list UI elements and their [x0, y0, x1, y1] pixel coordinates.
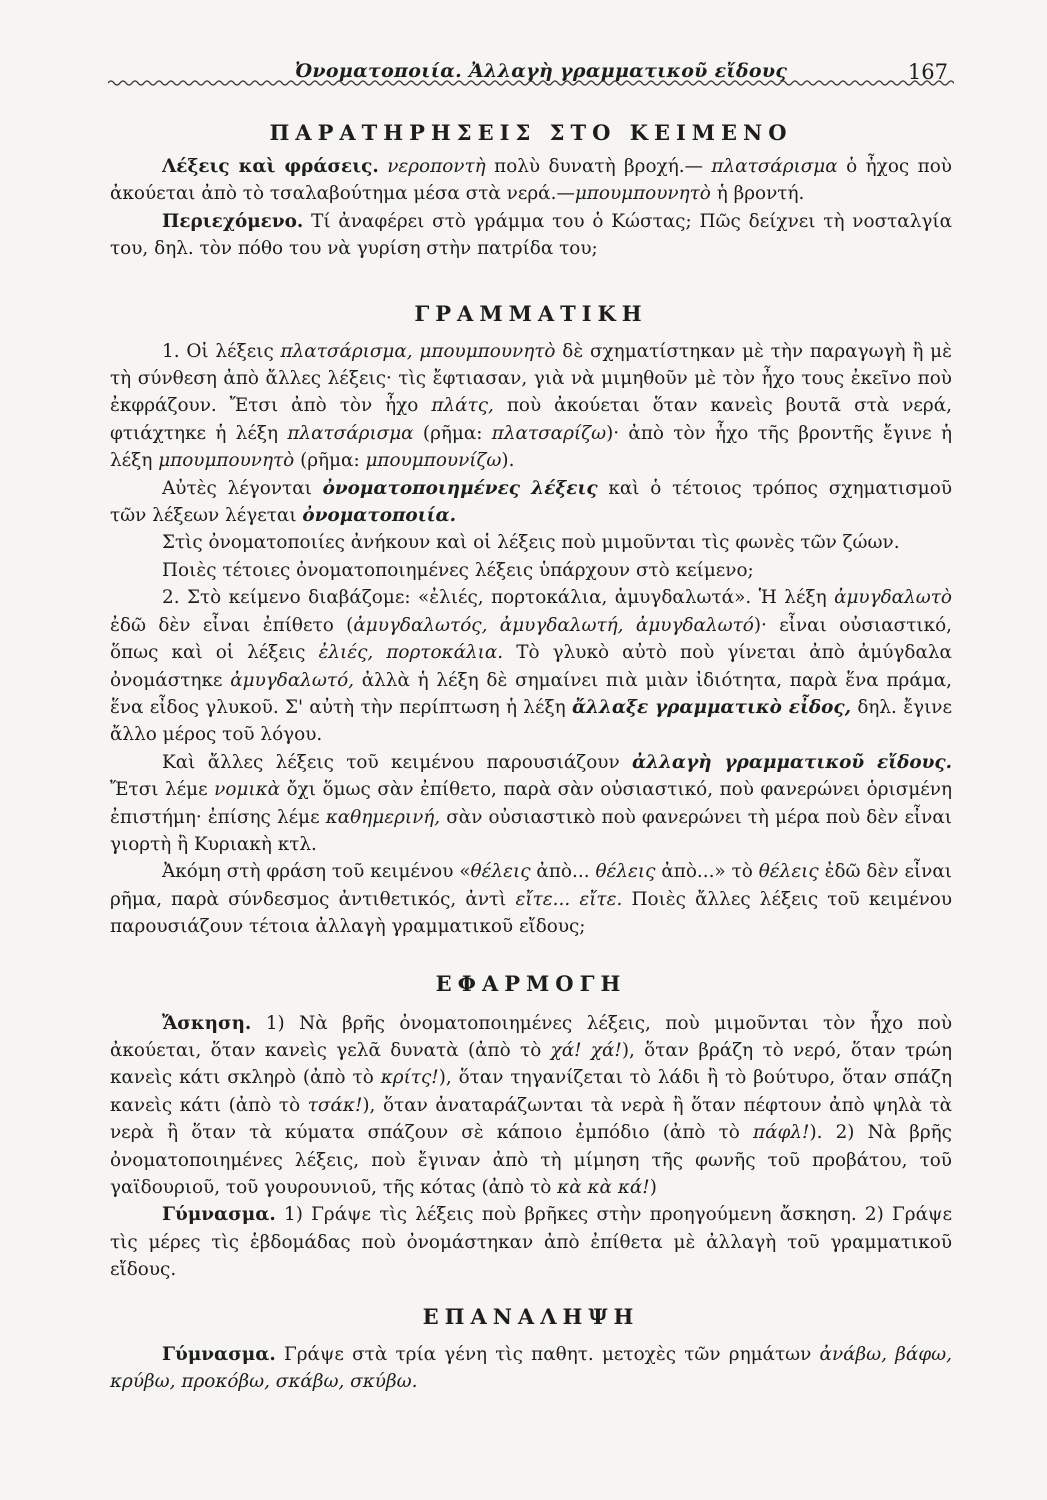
paragraph-grammar-5: 2. Στὸ κείμενο διαβάζομε: «ἐλιές, πορτοκάλια, ἀμυγδαλωτά». Ἡ λέξη ἀμυγδαλωτὸ ἐδῶ δὲν εἶναι ἐπίθετο (ἀμυγδαλωτός, ἀμυγδαλωτή, ἀμυγδαλωτό)· εἶναι οὐσιαστικό, ὅπως καὶ οἱ λέξεις ἐλιές, πορτοκάλια. Τὸ γλυκὸ αὐτὸ ποὺ γίνεται ἀπὸ ἀμύγδαλα ὀνομάστηκε ἀμυγδαλωτό, ἀλλὰ ἡ λέξη δὲ σημαίνει πιὰ μιὰν ἰδιότητα, παρὰ ἕνα πράμα, ἕνα εἶδος γλυκοῦ. Σ' αὐτὴ τὴν περίπτωση ἡ λέξη ἄλλαξε γραμματικὸ εἶδος, δηλ. ἔγινε ἄλλο μέρος τοῦ λόγου.	[110, 587, 953, 746]
paragraph-content: Περιεχόμενο. Τί ἀναφέρει στὸ γράμμα του ὁ Κώστας; Πῶς δείχνει τὴ νοσταλγία του, δηλ. τὸν πόθο του νὰ γυρίση στὴν πατρίδα του;	[110, 210, 952, 260]
paragraph-grammar-7: Ἀκόμη στὴ φράση τοῦ κειμένου «θέλεις ἀπὸ... θέλεις ἀπὸ...» τὸ θέλεις ἐδῶ δὲν εἶναι ρῆμα, παρὰ σύνδεσμος ἀντιθετικός, ἀντὶ εἴτε... εἴτε. Ποιὲς ἄλλες λέξεις τοῦ κειμένου παρουσιάζουν τέτοια ἀλλαγὴ γραμματικοῦ εἴδους;	[110, 861, 952, 938]
section-heading-application: ΕΦΑΡΜΟΓΗ	[435, 970, 627, 996]
paragraph-review-drill: Γύμνασμα. Γράψε στὰ τρία γένη τὶς παθητ. μετοχὲς τῶν ρημάτων ἀνάβω, βάφω, κρύβω, προκόβω, σκάβω, σκύβω.	[110, 1343, 953, 1393]
paragraph-drill: Γύμνασμα. 1) Γράψε τὶς λέξεις ποὺ βρῆκες στὴν προηγούμενη ἄσκηση. 2) Γράψε τὶς μέρες τὶς ἑβδομάδας ποὺ ὀνομάστηκαν ἀπὸ ἐπίθετα μὲ ἀλλαγὴ τοῦ γραμματικοῦ εἴδους.	[110, 1204, 952, 1281]
paragraph-vocabulary: Λέξεις καὶ φράσεις. νεροποντὴ πολὺ δυνατὴ βροχή.— πλατσάρισμα ὁ ἦχος ποὺ ἀκούεται ἀπὸ τὸ τσαλαβούτημα μέσα στὰ νερά.—μπουμπουνητὸ ἡ βροντή.	[110, 156, 952, 205]
page	[110, 48, 952, 1395]
label-exercise: Ἄσκηση.	[162, 1012, 252, 1034]
label-drill: Γύμνασμα.	[162, 1204, 276, 1226]
running-title: Ὀνοματοποιία. Ἀλλαγὴ γραμματικοῦ εἴδους	[295, 60, 788, 82]
label-review-drill: Γύμνασμα.	[162, 1343, 276, 1365]
section-heading-grammar: ΓΡΑΜΜΑΤΙΚΗ	[414, 300, 648, 326]
wavy-rule	[108, 76, 954, 90]
section-heading-review: ΕΠΑΝΑΛΗΨΗ	[422, 1303, 640, 1329]
paragraph-grammar-3: Στὶς ὀνοματοποιίες ἀνήκουν καὶ οἱ λέξεις ποὺ μιμοῦνται τὶς φωνὲς τῶν ζώων.	[162, 532, 900, 554]
paragraph-grammar-2: Αὐτὲς λέγονται ὀνοματοποιημένες λέξεις καὶ ὁ τέτοιος τρόπος σχηματισμοῦ τῶν λέξεων λέγεται ὀνοματοποιία.	[110, 477, 952, 527]
label-vocabulary: Λέξεις καὶ φράσεις.	[162, 156, 379, 177]
paragraph-exercise: Ἄσκηση. 1) Νὰ βρῆς ὀνοματοποιημένες λέξεις, ποὺ μιμοῦνται τὸν ἦχο ποὺ ἀκούεται, ὅταν κανεὶς γελᾶ δυνατὰ (ἀπὸ τὸ χά! χά!), ὅταν βράζη τὸ νερό, ὅταν τρώη κανεὶς κάτι σκληρὸ (ἀπὸ τὸ κρίτς!), ὅταν τηγανίζεται τὸ λάδι ἢ τὸ βούτυρο, ὅταν σπάζη κανεὶς κάτι (ἀπὸ τὸ τσάκ!), ὅταν ἀναταράζωνται τὰ νερὰ ἢ ὅταν πέφτουν ἀπὸ ψηλὰ τὰ νερὰ ἢ ὅταν τὰ κύματα σπάζουν σὲ κάποιο ἐμπόδιο (ἀπὸ τὸ πάφλ!). 2) Νὰ βρῆς ὀνοματοποιημένες λέξεις, ποὺ ἔγιναν ἀπὸ τὴ μίμηση τῆς φωνῆς τοῦ προβάτου, τοῦ γαϊδουριοῦ, τοῦ γουρουνιοῦ, τῆς κότας (ἀπὸ τὸ κὰ κὰ κά!)	[110, 1012, 953, 1198]
page-number: 167	[907, 60, 948, 84]
page-header	[110, 48, 952, 86]
paragraph-grammar-4: Ποιὲς τέτοιες ὀνοματοποιημένες λέξεις ὑπάρχουν στὸ κείμενο;	[162, 559, 754, 581]
label-content: Περιεχόμενο.	[162, 210, 304, 232]
paragraph-grammar-1: 1. Οἱ λέξεις πλατσάρισμα, μπουμπουνητὸ δὲ σχηματίστηκαν μὲ τὴν παραγωγὴ ἢ μὲ τὴ σύνθεση ἀπὸ ἄλλες λέξεις· τὶς ἔφτιασαν, γιὰ νὰ μιμηθοῦν μὲ τὸν ἦχο τους ἐκεῖνο ποὺ ἐκφράζουν. Ἔτσι ἀπὸ τὸν ἦχο πλάτς, ποὺ ἀκούεται ὅταν κανεὶς βουτᾶ στὰ νερά, φτιάχτηκε ἡ λέξη πλατσάρισμα (ρῆμα: πλατσαρίζω)· ἀπὸ τὸν ἦχο τῆς βροντῆς ἔγινε ἡ λέξη μπουμπουνητὸ (ρῆμα: μπουμπουνίζω).	[110, 340, 952, 472]
section-heading-notes: ΠΑΡΑΤΗΡΗΣΕΙΣ ΣΤΟ ΚΕΙΜΕΝΟ	[269, 120, 793, 145]
paragraph-grammar-6: Καὶ ἄλλες λέξεις τοῦ κειμένου παρουσιάζουν ἀλλαγὴ γραμματικοῦ εἴδους. Ἔτσι λέμε νομικὰ ὄχι ὅμως σὰν ἐπίθετο, παρὰ σὰν οὐσιαστικό, ποὺ φανερώνει ὁρισμένη ἐπιστήμη· ἐπίσης λέμε καθημερινή, σὰν οὐσιαστικὸ ποὺ φανερώνει τὴ μέρα ποὺ δὲν εἶναι γιορτὴ ἢ Κυριακὴ κτλ.	[110, 751, 952, 855]
